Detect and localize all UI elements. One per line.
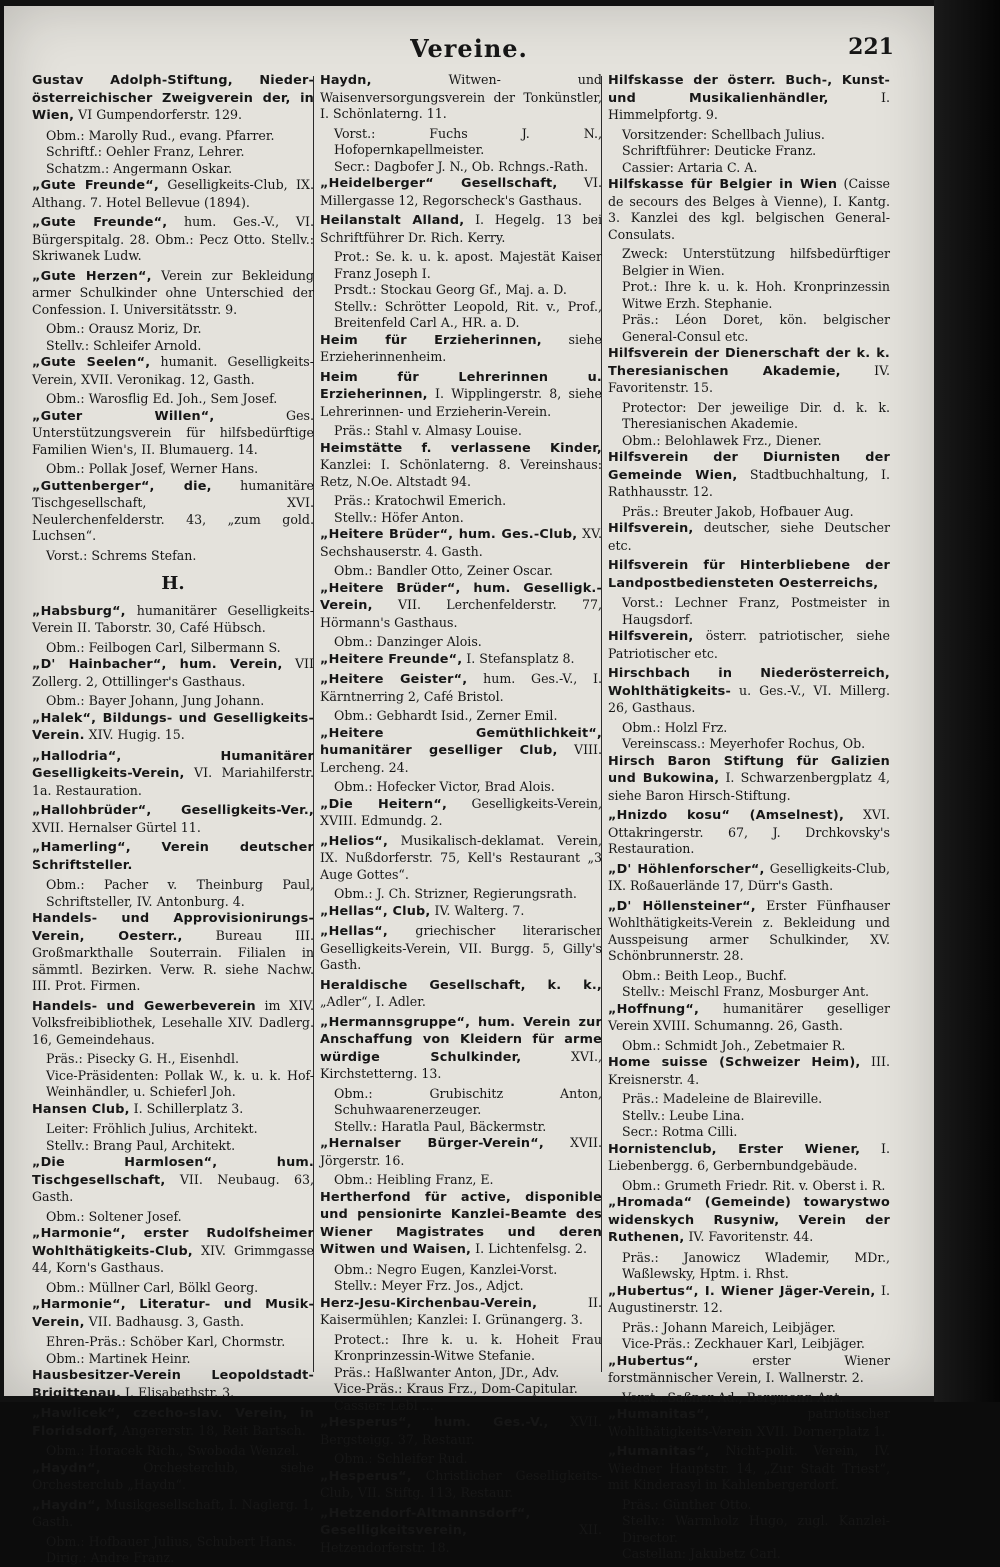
entry-name: „Heitere Geister“, [320,672,468,687]
entry-name: „Heitere Freunde“, [320,651,463,667]
entry-text: I. Hegelg. 13 bei Schriftführer Dr. Rich. Kerry. [320,212,602,245]
entry-name: Heim für Erzieherinnen, [320,332,542,348]
entry-detail: Obm.: Warosflig Ed. Joh., Sem Josef. [46,391,278,406]
entry-detail: Obm.: Soltener Josef. [46,1208,182,1224]
directory-entry [608,176,890,243]
directory-entry [608,1054,890,1088]
entry-text: Angererstr. 18, Reit Bartsch. [121,1422,306,1438]
entry-name: „Hnizdo kosu“ (Amselnest), [608,808,845,823]
entry-text: erster Wiener forstmännischer Verein, I. Wallnerstr. 2. [608,1352,890,1385]
entry-detail: Stellv.: Schleifer Arnold. [46,337,202,353]
entry-detail: Obm.: Horacek Rich., Swoboda Wenzel. [46,1443,300,1458]
entry-text: I. Schwarzenbergplatz 4, siehe Baron Hirsch-Stiftung. [608,770,890,803]
entry-name: Gustav Adolph-Stiftung, Nieder-österreichischer Zweigverein der, in Wien, [32,73,314,123]
entry-name: Hilfsverein der Dienerschaft der k. k. Theresianischen Akademie, [608,346,890,379]
entry-detail: Stellv.: Höfer Anton. [334,509,464,525]
entry-detail: Schriftführer: Deuticke Franz. [622,143,817,158]
entry-name: „Heitere Brüder“, hum. Geselligk.-Verein, [320,580,602,613]
entry-detail: Obm.: Gebhardt Isid., Zerner Emil. [334,708,558,723]
page-header [4,34,934,70]
entry-name: „Haydn“, [32,1460,101,1476]
directory-entry [32,710,314,745]
entry-text: u. Ges.-V., VI. Millerg. 26, Gasthaus. [608,682,890,715]
entry-detail: Obm.: Beith Leop., Buchf. [622,967,787,983]
directory-entry [32,839,314,874]
entry-name: „Die Harmlosen“, hum. Tischgesellschaft, [32,1155,314,1188]
entry-text: XVII. Jörgerstr. 16. [320,1135,602,1168]
entry-name: „Hallodria“, Humanitärer Geselligkeits-Verein, [32,748,314,781]
entry-name: „D' Hainbacher“, hum. Verein, [32,657,283,672]
entry-detail: Obm.: Schmidt Joh., Zebetmaier R. [622,1037,846,1053]
entry-text: patriotischer Wohlthätigkeits-Verein XVII. Dornerplatz 1. [608,1406,890,1439]
column-3 [608,72,890,1561]
entry-detail: Dirig.: Andre Franz. [46,1550,175,1565]
directory-entry [608,1001,890,1035]
entry-text: XVI. Ottakringerstr. 67, J. Drchkovsky's Restauration. [608,807,890,856]
entry-text: siehe Erzieherinnenheim. [320,331,602,364]
entry-detail: Secr.: Dagbofer J. N., Ob. Rchngs.-Rath. [334,158,589,174]
entry-text: VII. Lerchenfelderstr. 77, Hörmann's Gasthaus. [320,597,602,630]
entry-name: „Hallohbrüder“, Geselligkeits-Ver., [32,803,314,818]
entry-text: Ges. Unterstützungsverein für hilfsbedürftige Familien Wien's, II. Blumauerg. 14. [32,407,314,457]
entry-name: Hilfsverein der Diurnisten der Gemeinde Wien, [608,450,890,483]
entry-detail: Obm.: Holzl Frz. [622,719,728,735]
entry-name: „Halek“, Bildungs- und Geselligkeits-Verein. [32,710,314,743]
entry-name: Hertherfond für active, disponible und pensionirte Kanzlei-Beamte des Wiener Magistrates und deren Witwen und Waisen, [320,1189,602,1257]
entry-text: XVII. Bergsteigg. 37, Restaur. [320,1414,602,1447]
entry-name: „Hermannsgruppe“, hum. Verein zur Anschaffung von Kleidern für arme würdige Schulkinder, [320,1014,602,1065]
entry-detail: Obm.: Orausz Moriz, Dr. [46,321,202,336]
entry-text: humanitäre Tischgesellschaft, XVI. Neulerchenfelderstr. 43, „zum gold. Luchsen“. [32,477,314,543]
entry-text: VIII. Lercheng. 24. [320,742,602,775]
directory-entry [32,1101,314,1119]
entry-text: griechischer literarischer Geselligkeits-Verein, VII. Burgg. 5, Gilly's Gasth. [320,923,602,972]
entry-detail: Obm.: Heibling Franz, E. [334,1172,494,1187]
entry-text: VII Zollerg. 2, Ottillinger's Gasthaus. [32,656,314,689]
entry-text: Geselligkeits-Club, IX. Roßauerlände 17, Dürr's Gasth. [608,860,890,893]
directory-entry [32,72,314,125]
entry-name: „Hetzendorf-Altmannsdorf“, Geselligkeitsverein, [320,1505,531,1538]
entry-detail: Obm.: Pollak Josef, Werner Hans. [46,461,259,476]
directory-entry [320,923,602,974]
directory-entry [608,628,890,662]
entry-detail: Obm.: Hofbauer Julius, Schubert Hans. [46,1533,297,1549]
entry-name: „Haydn“, [32,1497,101,1513]
entry-text: XIV. Grimmgasse 44, Korn's Gasthaus. [32,1242,314,1275]
entry-name: „Hernalser Bürger-Verein“, [320,1136,544,1151]
directory-entry [608,807,890,858]
entry-detail: Präs.: Madeleine de Blaireville. [622,1091,823,1106]
page-number: 221 [848,34,894,60]
entry-text: deutscher, siehe Deutscher etc. [608,520,890,553]
directory-entry [320,1468,602,1502]
directory-entry [320,1295,602,1329]
entry-text: VI. Millergasse 12, Regorscheck's Gasthaus. [320,175,602,208]
entry-detail: Ehren-Präs.: Schöber Karl, Chormstr. [46,1334,286,1349]
entry-name: Hilfsverein, [608,629,694,644]
directory-entry [32,603,314,637]
entry-detail: Obm.: Belohlawek Frz., Diener. [622,432,822,448]
entry-text: I. Elisabethstr. 3. [125,1384,235,1400]
entry-text: I. Himmelpfortg. 9. [608,89,890,122]
entry-text: Witwen- und Waisenversorgungsverein der Tonkünstler, I. Schönlaterng. 11. [320,72,602,121]
directory-entry [608,1443,890,1494]
entry-text: I. Augustinerstr. 12. [608,1282,890,1315]
entry-text: Verein zur Bekleidung armer Schulkinder ohne Unterschied der Confession. I. Universitätsstr. 9. [32,267,314,317]
entry-name: Heim für Lehrerinnen u. Erzieherinnen, [320,369,602,402]
entry-name: Heilanstalt Alland, [320,213,465,228]
entry-name: Hilfsverein für Hinterbliebene der Landpostbediensteten Oesterreichs, [608,558,890,591]
entry-name: „Hawlicek“, czecho-slav. Verein, in Floridsdorf, [32,1406,314,1439]
entry-name: „Hromada“ (Gemeinde) towarystwo widenskych Rusyniw, Verein der Ruthenen, [608,1195,890,1245]
directory-entry [608,1353,890,1387]
entry-detail: Stellv.: Brang Paul, Architekt. [46,1137,236,1153]
document-page [4,6,934,1565]
entry-detail: Präs.: Johann Mareich, Leibjäger. [622,1319,836,1335]
directory-entry [320,175,602,209]
entry-detail: Stellv.: Haratla Paul, Bäckermstr. [334,1118,547,1134]
directory-entry [608,1194,890,1247]
directory-entry [32,1225,314,1277]
directory-entry [608,861,890,895]
entry-detail: Obm.: Pacher v. Theinburg Paul, Schriftsteller, IV. Antonburg. 4. [46,877,314,909]
entry-text: im XIV. Volksfreibibliothek, Lesehalle XIV. Dadlerg. 16, Gemeindehaus. [32,997,314,1047]
entry-detail: Obm.: Schleifer Rud. [334,1451,468,1466]
entry-detail: Präs.: Stahl v. Almasy Louise. [334,423,522,438]
entry-name: „Hellas“, Club, [320,903,431,919]
entry-name: „Die Heitern“, [320,796,448,812]
entry-detail: Prsdt.: Stockau Georg Gf., Maj. a. D. [334,282,567,297]
entry-name: Hansen Club, [32,1101,130,1117]
directory-entry [32,748,314,800]
entry-text: Bureau III. Großmarkthalle Souterrain. Filialen in sämmtl. Bezirken. Verw. R. siehe Nachw. III. Prot. Firmen. [32,927,315,993]
entry-name: „Hubertus“, [608,1353,699,1369]
directory-entry [32,268,314,319]
entry-text: humanitärer geselliger Verein XVIII. Schumanng. 26, Gasth. [608,1000,890,1033]
directory-entry [320,977,602,1011]
entry-name: Handels- und Gewerbeverein [32,998,256,1014]
entry-detail: Vice-Präsidenten: Pollak W., k. u. k. Hof-Weinhändler, u. Schieferl Joh. [46,1067,314,1099]
directory-entry [320,1014,602,1083]
entry-text: Musikalisch-deklamat. Verein, IX. Nußdorferstr. 75, Kell's Restaurant „3 Auge Gottes“. [320,832,602,882]
directory-entry [32,1460,314,1494]
entry-text: IV. Walterg. 7. [434,902,525,918]
entry-detail: Obm.: Grumeth Friedr. Rit. v. Oberst i. R. [622,1177,886,1193]
entry-detail: Protect.: Ihre k. u. k. Hoheit Frau Kronprinzessin-Witwe Stefanie. [334,1331,602,1363]
entry-text: humanitärer Geselligkeits-Verein II. Taborstr. 30, Café Hübsch. [32,602,314,635]
directory-entry [32,656,314,690]
entry-text: I. Liebenbergg. 6, Gerbernbundgebäude. [608,1140,890,1173]
entry-text: II. Kaisermühlen; Kanzlei: I. Grünangerg. 3. [320,1294,602,1327]
entry-name: „D' Höllensteiner“, [608,898,756,914]
entry-detail: Cassier: Artaria C. A. [622,159,758,175]
entry-name: „Heitere Gemüthlichkeit“, humanitärer geselliger Club, [320,725,602,758]
entry-detail: Protector: Der jeweilige Dir. d. k. k. Theresianischen Akademie. [622,399,890,431]
entry-detail: Präs.: Pisecky G. H., Eisenhdl. [46,1051,239,1066]
entry-text: I. Schillerplatz 3. [133,1100,244,1116]
entry-detail: Prot.: Se. k. u. k. apost. Majestät Kaiser Franz Joseph I. [334,249,602,281]
directory-entry [32,478,314,545]
entry-text: VII. Badhausg. 3, Gasth. [88,1313,245,1329]
entry-name: „Habsburg“, [32,603,126,619]
entry-detail: Obm.: Negro Eugen, Kanzlei-Vorst. [334,1261,558,1277]
entry-name: „Gute Freunde“, [32,178,159,193]
directory-entry [608,345,890,397]
entry-detail: Obm.: Danzinger Alois. [334,634,482,649]
entry-name: „Gute Herzen“, [32,268,152,284]
entry-name: Hilfskasse für Belgier in Wien [608,177,838,192]
entry-detail: Cassier: Lebl ... [334,1397,434,1413]
entry-detail: Leiter: Fröhlich Julius, Architekt. [46,1121,258,1136]
directory-entry [320,440,602,491]
entry-text: XV. Sechshauserstr. 4. Gasth. [320,526,602,559]
directory-entry [320,1505,602,1557]
directory-entry [32,910,314,995]
entry-detail: Vereinscass.: Meyerhofer Rochus, Ob. [622,736,866,751]
entry-text: Erster Fünfhauser Wohlthätigkeits-Verein z. Bekleidung und Ausspeisung armer Schulkinder, XV. Schönbrunnerstr. 28. [608,897,890,963]
directory-entry [32,802,314,836]
entry-name: „Guter Willen“, [32,408,215,424]
entry-detail: Obm.: Hofecker Victor, Brad Alois. [334,779,555,794]
entry-text: humanit. Geselligkeits-Verein, XVII. Veronikag. 12, Gasth. [32,354,314,387]
directory-entry [32,1367,314,1402]
entry-detail: Obm.: Martinek Heinr. [46,1350,191,1366]
page-title: Vereine. [410,34,528,63]
entry-name: Hornistenclub, Erster Wiener, [608,1141,861,1157]
entry-text: Christlicher Geselligkeits-Club, VII. Stiftg. 113, Restaur. [320,1467,602,1500]
entry-name: „Helios“, [320,833,389,849]
entry-text: XIV. Hugig. 15. [88,727,185,742]
entry-name: Hilfsverein, [608,521,694,536]
entry-name: „Harmonie“, erster Rudolfsheimer Wohlthätigkeits-Club, [32,1226,314,1259]
dark-page-edge [934,0,1000,1402]
entry-detail: Vice-Präs.: Zeckhauer Karl, Leibjäger. [622,1336,865,1351]
entry-detail: Vice-Präs.: Kraus Frz., Dom-Capitular. [334,1381,578,1396]
entry-detail: Zweck: Unterstützung hilfsbedürftiger Belgier in Wien. [622,246,890,278]
entry-name: „Hesperus“, hum. Ges.-V., [320,1415,549,1430]
entry-text: VII. Neubaug. 63, Gasth. [32,1171,314,1204]
entry-name: „Gute Seelen“, [32,355,151,370]
entry-detail: Schriftf.: Oehler Franz, Lehrer. [46,144,245,159]
entry-name: Herz-Jesu-Kirchenbau-Verein, [320,1295,538,1311]
entry-text: I. Lichtenfelsg. 2. [475,1241,587,1256]
entry-text: Orchesterclub, siehe Orchesterclub „Haydn“. [32,1459,314,1492]
entry-detail: Vorst.: Fuchs J. N., Hofopernkapellmeister. [334,125,602,157]
entry-text: österr. patriotischer, siehe Patriotischer etc. [608,628,890,661]
directory-entry [608,665,890,717]
directory-entry [32,998,314,1049]
directory-entry [608,557,890,592]
entry-detail: Vorst.: Lechner Franz, Postmeister in Haugsdorf. [622,595,890,627]
entry-text: hum. Ges.-V., VI. Bürgerspitalg. 28. Obm.: Pecz Otto. Stellv.: Skriwanek Ludw. [32,214,314,263]
directory-entry [320,369,602,421]
entry-name: „Humanitas“, [608,1444,710,1459]
entry-detail: Vorst.: Saßner Ad., Bergmann Ant. [622,1389,844,1405]
column-1 [32,72,315,1565]
directory-entry [320,580,602,632]
directory-entry [32,1405,314,1440]
entry-name: „D' Höhlenforscher“, [608,861,765,877]
directory-entry [608,449,890,501]
directory-entry [320,1414,602,1448]
entry-detail: Obm.: Marolly Rud., evang. Pfarrer. [46,127,275,143]
directory-entry [608,72,890,124]
directory-entry [608,898,890,965]
directory-entry [320,72,602,123]
entry-text: Geselligkeits-Club, IX. Althang. 7. Hotel Bellevue (1894). [32,177,314,210]
directory-entry [320,332,602,366]
directory-entry [320,796,602,830]
entry-detail: Vorsitzender: Schellbach Julius. [622,126,825,142]
entry-detail: Obm.: Feilbogen Carl, Silbermann S. [46,639,281,655]
entry-detail: Präs.: Breuter Jakob, Hofbauer Aug. [622,503,854,519]
entry-name: Hirschbach in Niederösterreich, Wohlthätigkeits- [608,666,890,699]
entry-name: Handels- und Approvisionirungs-Verein, Oesterr., [32,911,314,944]
entry-text: Geselligkeits-Verein, XVIII. Edmundg. 2. [320,795,602,828]
directory-entry [608,520,890,554]
entry-text: III. Kreisnerstr. 4. [608,1054,890,1087]
directory-entry [608,1141,890,1175]
entry-text: (Caisse de secours des Belges à Vienne), I. Kantg. 3. Kanzlei des kgl. belgischen General-Consulats. [608,176,890,242]
directory-entry [320,1189,602,1259]
entry-text: Kanzlei: I. Schönlaterng. 8. Vereinshaus: Retz, N.Oe. Altstadt 94. [320,457,602,489]
entry-name: „Heitere Brüder“, hum. Ges.-Club, [320,527,578,542]
directory-entry [32,408,314,459]
entry-name: „Guttenberger“, die, [32,478,212,494]
entry-detail: Stellv.: Warmholz Hugo, zugl. Kanzlei-Director. [622,1513,890,1545]
entry-detail: Stellv.: Meischl Franz, Mosburger Ant. [622,984,870,999]
entry-detail: Präs.: Günther Otto. [622,1496,752,1512]
directory-entry [320,833,602,884]
entry-text: VI Gumpendorferstr. 129. [78,107,242,122]
entry-text: Stadtbuchhaltung, I. Rathhausstr. 12. [608,466,890,499]
entry-detail: Präs.: Kratochwil Emerich. [334,493,507,508]
directory-entry [608,753,890,805]
entry-name: „Hubertus“, I. Wiener Jäger-Verein, [608,1283,876,1299]
entry-name: „Hellas“, [320,924,388,939]
entry-text: XVII. Hernalser Gürtel 11. [32,819,201,835]
entry-name: Haydn, [320,73,372,88]
entry-name: Home suisse (Schweizer Heim), [608,1055,861,1070]
entry-name: „Hesperus“, [320,1468,412,1484]
entry-detail: Präs.: Léon Doret, kön. belgischer General-Consul etc. [622,312,890,344]
entry-text: I. Stefansplatz 8. [466,650,575,666]
entry-detail: Obm.: J. Ch. Strizner, Regierungsrath. [334,886,577,901]
directory-entry [608,1406,890,1440]
entry-text: XVI., Kirchstetterng. 13. [320,1048,602,1081]
directory-entry [32,1497,314,1531]
entry-text: XII. Hetzendorferstr. 18. [320,1522,602,1555]
entry-detail: Obm.: Bandler Otto, Zeiner Oscar. [334,563,553,578]
directory-entry [32,354,314,388]
entry-name: Heimstätte f. verlassene Kinder, [320,440,602,456]
entry-detail: Prot.: Ihre k. u. k. Hoh. Kronprinzessin Witwe Erzh. Stephanie. [622,279,890,311]
directory-entry [320,526,602,560]
directory-entry [608,1283,890,1317]
entry-detail: Obm.: Bayer Johann, Jung Johann. [46,693,265,708]
entry-name: Hilfskasse der österr. Buch-, Kunst- und Musikalienhändler, [608,73,890,106]
entry-detail: Castellan: Jakubetz Carl. [622,1546,781,1561]
entry-detail: Stellv.: Schrötter Leopold, Rit. v., Prof., Breitenfeld Carl A., HR. a. D. [334,298,602,330]
entry-text: IV. Favoritenstr. 44. [688,1229,814,1244]
entry-name: Heraldische Gesellschaft, k. k., [320,977,602,993]
directory-entry [32,214,314,265]
entry-name: „Hamerling“, Verein deutscher Schriftsteller. [32,840,314,873]
entry-detail: Präs.: Haßlwanter Anton, JDr., Adv. [334,1364,560,1380]
entry-name: „Humanitas“, [608,1407,710,1422]
directory-entry [32,1154,314,1206]
entry-detail: Präs.: Janowicz Wlademir, MDr., Waßlewsky, Hptm. i. Rhst. [622,1249,890,1281]
entry-text: „Adler“, I. Adler. [320,994,426,1009]
entry-text: IV. Favoritenstr. 15. [608,362,890,395]
entry-name: „Heidelberger“ Gesellschaft, [320,176,558,191]
entry-detail: Obm.: Grubischitz Anton, Schuhwaarenerzeuger. [334,1085,602,1117]
entry-name: Hausbesitzer-Verein Leopoldstadt-Brigittenau, [32,1368,314,1401]
directory-entry [320,903,602,921]
section-letter: H. [161,573,185,594]
entry-text: hum. Ges.-V., I. Kärntnerring 2, Café Bristol. [320,671,603,704]
entry-name: Hirsch Baron Stiftung für Galizien und Bukowina, [608,753,890,786]
entry-detail: Obm.: Müllner Carl, Bölkl Georg. [46,1279,259,1295]
entry-detail: Stellv.: Leube Lina. [622,1107,745,1123]
directory-entry [320,671,602,705]
entry-detail: Stellv.: Meyer Frz. Jos., Adjct. [334,1278,524,1293]
entry-name: „Hoffnung“, [608,1001,700,1017]
entry-detail: Vorst.: Schrems Stefan. [46,547,197,563]
directory-entry [32,1296,314,1331]
entry-detail: Schatzm.: Angermann Oskar. [46,160,233,176]
entry-detail: Secr.: Rotma Cilli. [622,1124,738,1139]
column-2 [320,72,603,1555]
entry-name: „Gute Freunde“, [32,215,168,230]
entry-text: VI. Mariahilferstr. 1a. Restauration. [32,765,314,798]
entry-text: I. Wipplingerstr. 8, siehe Lehrerinnen- und Erzieherin-Verein. [320,386,602,419]
entry-name: „Harmonie“, Literatur- und Musik-Verein, [32,1297,314,1330]
directory-entry [32,177,314,211]
directory-entry [320,725,602,777]
directory-entry [320,1135,602,1169]
entry-text: Musikgesellschaft, I. Naglerg. 1, Gasth. [32,1496,314,1529]
directory-entry [320,212,602,246]
entry-text: Nicht-polit. Verein, IV. Wiedner Hauptstr. 14, „Zur Stadt Triest“, mit Kinderasyl in Kahlenbergerdorf. [608,1443,890,1492]
directory-entry [320,651,602,669]
